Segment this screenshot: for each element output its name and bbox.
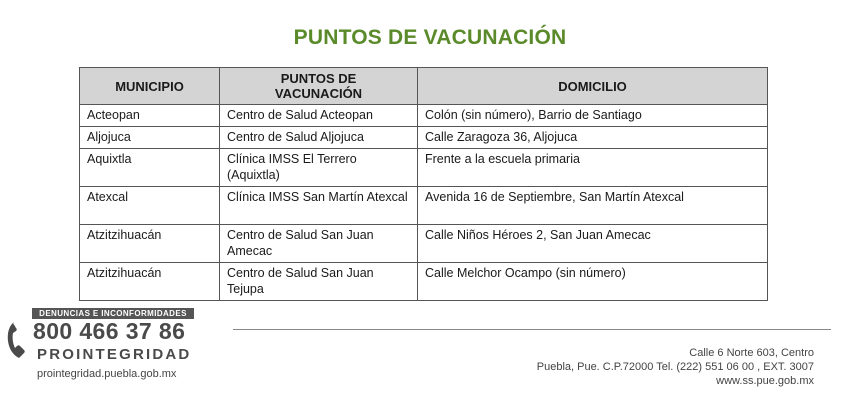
- prointegridad-brand: PROINTEGRIDAD: [37, 346, 192, 363]
- cell-punto: Centro de Salud Acteopan: [220, 105, 418, 127]
- phone-handset-icon: [6, 320, 30, 365]
- cell-municipio: Atexcal: [80, 187, 220, 225]
- cell-punto: Centro de Salud San Juan Tejupa: [220, 263, 418, 301]
- vaccination-points-table: [79, 67, 768, 301]
- ss-website: www.ss.pue.gob.mx: [716, 375, 814, 387]
- cell-municipio: Aquixtla: [80, 149, 220, 187]
- footer-divider: [233, 329, 831, 330]
- cell-punto: Centro de Salud San Juan Amecac: [220, 225, 418, 263]
- table-header-row: [80, 68, 768, 105]
- complaints-label: DENUNCIAS E INCONFORMIDADES: [32, 308, 194, 319]
- complaints-phone-number: 800 466 37 86: [33, 318, 186, 344]
- cell-municipio: Aljojuca: [80, 127, 220, 149]
- cell-domicilio: Frente a la escuela primaria: [418, 149, 768, 187]
- cell-municipio: Atzitzihuacán: [80, 263, 220, 301]
- cell-domicilio: Calle Niños Héroes 2, San Juan Amecac: [418, 225, 768, 263]
- cell-domicilio: Calle Zaragoza 36, Aljojuca: [418, 127, 768, 149]
- cell-domicilio: Colón (sin número), Barrio de Santiago: [418, 105, 768, 127]
- table-row: [80, 127, 768, 149]
- table-row: [80, 225, 768, 263]
- prointegridad-website: prointegridad.puebla.gob.mx: [37, 368, 177, 380]
- page-title: PUNTOS DE VACUNACIÓN: [293, 26, 567, 49]
- table-row: [80, 263, 768, 301]
- cell-domicilio: Avenida 16 de Septiembre, San Martín Atexcal: [418, 187, 768, 225]
- cell-municipio: Atzitzihuacán: [80, 225, 220, 263]
- table-row: [80, 149, 768, 187]
- header-puntos: PUNTOS DE VACUNACIÓN: [220, 68, 418, 105]
- header-domicilio: DOMICILIO: [418, 68, 768, 105]
- address-block: [537, 346, 814, 388]
- address-line-1: Calle 6 Norte 603, Centro: [689, 347, 814, 359]
- cell-municipio: Acteopan: [80, 105, 220, 127]
- cell-punto: Centro de Salud Aljojuca: [220, 127, 418, 149]
- cell-punto: Clínica IMSS El Terrero (Aquixtla): [220, 149, 418, 187]
- address-line-2: Puebla, Pue. C.P.72000 Tel. (222) 551 06 00 , EXT. 3007: [536, 361, 814, 373]
- header-municipio: MUNICIPIO: [80, 68, 220, 105]
- table-row: [80, 187, 768, 225]
- cell-punto: Clínica IMSS San Martín Atexcal: [220, 187, 418, 225]
- table-row: [80, 105, 768, 127]
- cell-domicilio: Calle Melchor Ocampo (sin número): [418, 263, 768, 301]
